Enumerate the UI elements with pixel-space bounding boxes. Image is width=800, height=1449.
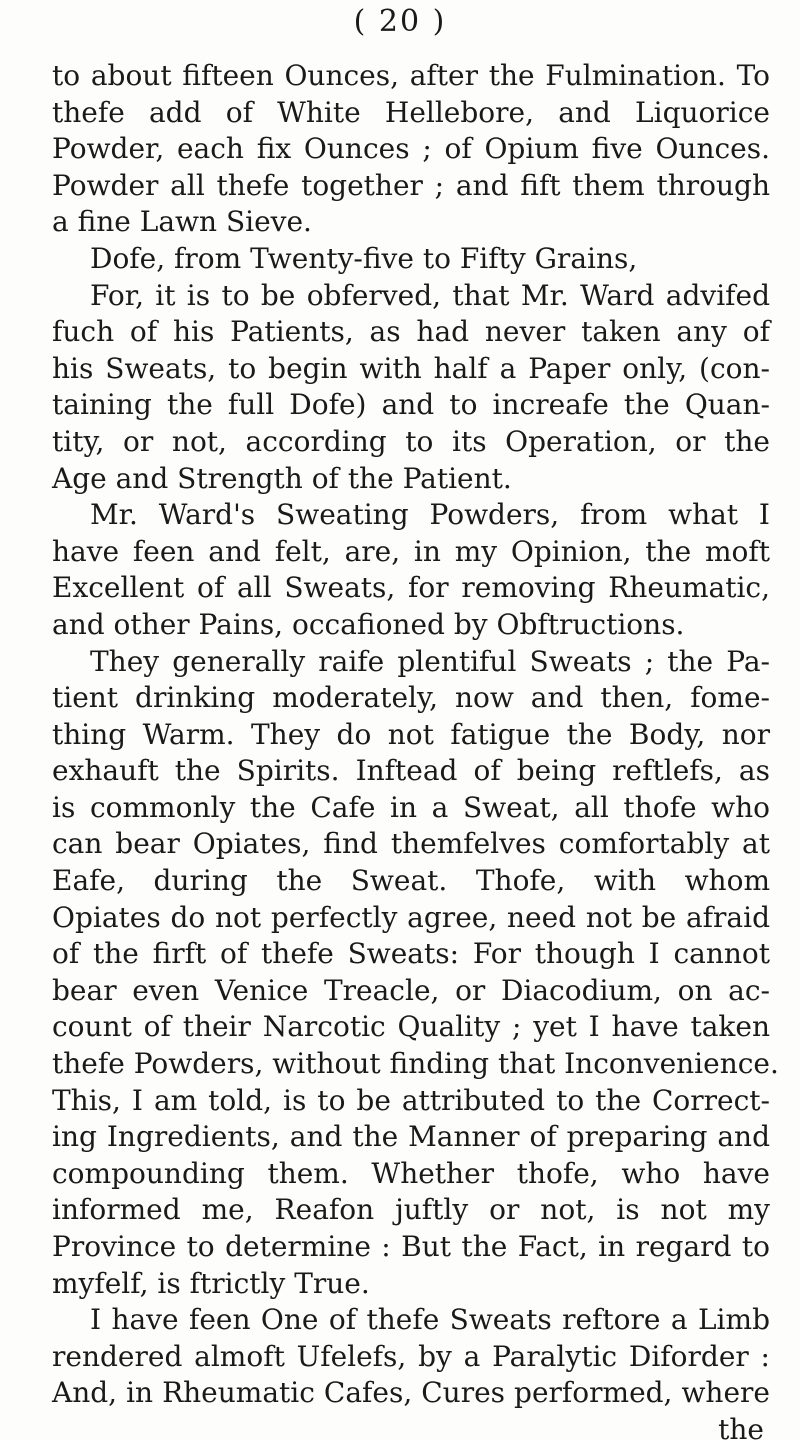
text-line: thefe Powders, without finding that Inconvenience. bbox=[52, 1047, 779, 1081]
text-line: tient drinking moderately, now and then, fome- bbox=[52, 681, 770, 715]
text-line: This, I am told, is to be attributed to the Correct- bbox=[52, 1083, 770, 1117]
text-line: compounding them. Whether thofe, who have bbox=[52, 1156, 770, 1190]
text-line: Powder, each fix Ounces ; of Opium five Ounces. bbox=[52, 132, 770, 166]
text-line: and other Pains, occafioned by Obftructions. bbox=[52, 607, 685, 641]
text-line: is commonly the Cafe in a Sweat, all thofe who bbox=[52, 790, 770, 824]
text-line: a fine Lawn Sieve. bbox=[52, 205, 312, 239]
text-line: rendered almoft Ufelefs, by a Paralytic Diforder : bbox=[52, 1339, 770, 1373]
text-line: For, it is to be obferved, that Mr. Ward advifed bbox=[90, 278, 770, 312]
text-line: taining the full Dofe) and to increafe the Quan- bbox=[52, 388, 770, 422]
text-line: myfelf, is ftrictly True. bbox=[52, 1266, 370, 1300]
text-line: Powder all thefe together ; and fift them through bbox=[52, 168, 770, 202]
body-text bbox=[52, 58, 779, 1449]
text-line: have feen and felt, are, in my Opinion, the moft bbox=[52, 534, 770, 568]
text-line: his Sweats, to begin with half a Paper only, (con- bbox=[52, 351, 770, 385]
text-line: Eafe, during the Sweat. Thofe, with whom bbox=[52, 864, 770, 898]
text-line: Province to determine : But the Fact, in regard to bbox=[52, 1230, 770, 1263]
text-line: They generally raife plentiful Sweats ; the Pa- bbox=[90, 644, 770, 678]
text-line: Age and Strength of the Patient. bbox=[52, 461, 512, 495]
catchword: the bbox=[718, 1412, 764, 1446]
text-line: Opiates do not perfectly agree, need not be afraid bbox=[52, 900, 770, 934]
text-line: of the firft of thefe Sweats: For though I cannot bbox=[52, 937, 770, 971]
text-line: Mr. Ward's Sweating Powders, from what I bbox=[90, 498, 770, 532]
text-line: thing Warm. They do not fatigue the Body, nor bbox=[52, 717, 770, 751]
text-line: tity, or not, according to its Operation, or the bbox=[52, 424, 770, 458]
text-line: I have feen One of thefe Sweats reftore a Limb bbox=[90, 1303, 770, 1337]
text-line: ing Ingredients, and the Manner of preparing and bbox=[52, 1120, 770, 1154]
text-line: can bear Opiates, find themfelves comfortably at bbox=[52, 827, 770, 861]
text-line: thefe add of White Hellebore, and Liquorice bbox=[52, 95, 770, 129]
page-number: ( 20 ) bbox=[353, 4, 447, 39]
text-line: Excellent of all Sweats, for removing Rheumatic, bbox=[52, 571, 770, 605]
text-line: fuch of his Patients, as had never taken any of bbox=[52, 315, 770, 349]
text-line: to about fifteen Ounces, after the Fulmination. To bbox=[52, 59, 770, 92]
text-line: And, in Rheumatic Cafes, Cures performed, where bbox=[52, 1376, 770, 1410]
text-line: informed me, Reafon juftly or not, is not my bbox=[52, 1193, 770, 1227]
text-line: count of their Narcotic Quality ; yet I have taken bbox=[52, 1010, 770, 1044]
text-line: exhauft the Spirits. Inftead of being reftlefs, as bbox=[52, 754, 770, 788]
text-line: Dofe, from Twenty-five to Fifty Grains, bbox=[90, 241, 638, 275]
text-line: bear even Venice Treacle, or Diacodium, on ac- bbox=[52, 973, 770, 1007]
